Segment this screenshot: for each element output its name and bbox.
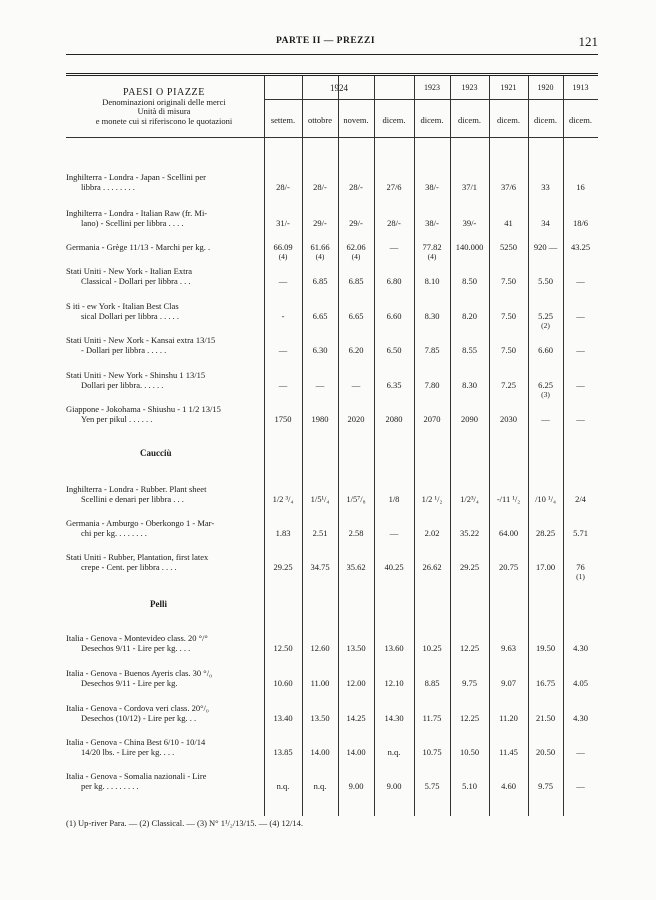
table-top-rule-2 [66,75,598,76]
row-label-line: crepe - Cent. per libbra . . . . [81,562,177,572]
table-cell: — [576,414,585,424]
row-label [66,771,260,791]
table-cell: 37/6 [500,182,517,192]
table-cell: 5250 [500,242,517,252]
table-cell: 76 [576,562,585,572]
table-cell: 27/6 [386,182,402,192]
row-label-line: - Dollari per libbra . . . . . [81,345,167,355]
row-label-line: Giappone - Jokohama - Shiushu - 1 1/2 13/15 [66,404,221,414]
table-cell: — [278,380,288,390]
row-label [66,242,260,252]
row-label-line: 14/20 lbs. - Lire per kg. . . . [81,747,175,757]
table-cell: 38/- [425,218,439,228]
table-cell: 9.75 [462,678,477,688]
row-label-line: chi per kg. . . . . . . . [81,528,147,538]
table-cell: 2080 [385,414,403,424]
row-label [66,266,260,286]
cell-note: (4) [315,252,325,261]
row-label-line: Desechos 9/11 - Lire per kg. . . . [81,643,191,653]
table-cell: 12.00 [346,678,366,688]
table-cell: 14.25 [346,713,366,723]
table-cell: 1/2 ¹/₂ [421,494,443,504]
table-cell: 1750 [274,414,292,424]
table-cell: 16 [576,182,585,192]
table-cell: 8.10 [424,276,440,286]
table-cell: 6.60 [538,345,553,355]
table-cell: 12.60 [310,643,330,653]
table-cell: 13.40 [273,713,293,723]
table-cell: 13.60 [384,643,404,653]
table-cell: 20.50 [535,747,556,757]
table-cell: 10.75 [422,747,442,757]
row-label [66,172,260,192]
table-cell: 64.00 [498,528,519,538]
table-cell: 6.60 [386,311,402,321]
row-label [66,633,260,653]
table-cell: 4.30 [573,713,588,723]
row-label [66,737,260,757]
table-cell: 35.22 [459,528,480,538]
row-label-line: per kg. . . . . . . . . [81,781,139,791]
month-label: dicem. [382,115,406,125]
table-cell: — [541,414,550,424]
table-cell: 4.60 [501,781,516,791]
table-cell: 7.80 [424,380,440,390]
year-label: 1924 [330,83,348,93]
table-cell: 13.85 [273,747,293,757]
year-label: 1923 [461,83,478,92]
row-label [66,370,260,390]
left-header-title: PAESI O PIAZZE [123,87,205,98]
table-cell: 2090 [461,414,478,424]
row-label-line: Desechos 9/11 - Lire per kg. [81,678,178,688]
month-label: dicem. [534,115,557,125]
table-cell: 8.30 [462,380,477,390]
table-cell: n.q. [313,781,327,791]
year-label: 1923 [424,83,440,92]
table-cell: 1/5⁷/₈ [346,494,366,504]
table-cell: 41 [504,218,513,228]
table-cell: 6.50 [386,345,402,355]
table-cell: 11.45 [499,747,518,757]
table-cell: 66.09 [273,242,293,252]
table-cell: 10.50 [459,747,480,757]
row-label-line: S iti - ew York - Italian Best Clas [66,301,179,311]
table-cell: 9.75 [538,781,553,791]
table-cell: /10 ¹/₄ [535,494,556,504]
table-cell: 6.25 [538,380,553,390]
table-cell: 7.85 [424,345,440,355]
table-cell: 28/- [313,182,327,192]
table-cell: 2.51 [312,528,328,538]
cell-note: (4) [278,252,288,261]
section-title: Caucciù [140,448,172,458]
row-label-line: Stati Uniti - New York - Italian Extra [66,266,193,276]
table-cell: 20.75 [498,562,519,572]
row-label-line: Italia - Genova - Cordova veri class. 20°/₀ [66,703,209,713]
table-cell: 5.50 [538,276,553,286]
table-cell: 5.25 [538,311,553,321]
row-label-line: Stati Uniti - New York - Shinshu 1 13/15 [66,370,206,380]
table-cell: 2.58 [348,528,364,538]
table-cell: n.q. [387,747,401,757]
table-cell: 11.75 [422,713,442,723]
table-cell: 4.30 [573,643,588,653]
table-cell: 16.75 [535,678,556,688]
table-cell: 10.25 [422,643,442,653]
table-cell: 1/5¹/₄ [310,494,330,504]
table-cell: -/11 ¹/₂ [496,494,521,504]
table-cell: 33 [541,182,550,192]
table-cell: 2020 [347,414,365,424]
row-label [66,404,260,424]
table-cell: 37/1 [461,182,478,192]
row-label-line: Germania - Amburgo - Oberkongo 1 - Mar- [66,518,215,528]
table-cell: — [278,276,288,286]
left-header-sub-1: Denominazioni originali delle merci [102,96,226,107]
table-cell: — [576,276,585,286]
table-cell: — [351,380,361,390]
row-label-line: Inghilterra - Londra - Rubber. Plant sheet [66,484,207,494]
row-label-line: Italia - Genova - Buenos Ayeris clas. 30 °/₀ [66,668,213,678]
table-cell: 26.62 [422,562,442,572]
table-cell: 13.50 [346,643,366,653]
year-label: 1921 [500,83,517,92]
table-cell: 9.00 [386,781,402,791]
table-cell: 43.25 [570,242,591,252]
table-cell: 5.75 [424,781,440,791]
month-label: dicem. [420,115,444,125]
table-cell: 40.25 [384,562,404,572]
table-cell: 21.50 [535,713,556,723]
cell-note: (2) [541,321,550,330]
year-label: 1920 [537,83,554,92]
table-cell: 920 — [533,242,558,252]
row-label-line: sical Dollari per libbra . . . . . [81,311,179,321]
row-label-line: Italia - Genova - Montevideo class. 20 °/° [66,633,208,643]
table-cell: 61.66 [310,242,330,252]
table-cell: 6.85 [348,276,364,286]
table-cell: 8.50 [462,276,477,286]
table-cell: 77.82 [422,242,442,252]
table-cell: 9.07 [501,678,516,688]
row-label-line: Classical - Dollari per libbra . . . [81,276,191,286]
table-cell: 1/2³/₄ [460,494,479,504]
row-label [66,703,260,723]
row-label [66,301,260,321]
table-cell: — [576,380,585,390]
table-cell: 8.20 [462,311,477,321]
table-cell: 14.00 [310,747,330,757]
table-cell: — [315,380,325,390]
footnote: (1) Up-river Para. — (2) Classical. — (3) N° 1¹/₂/13/15. — (4) 12/14. [66,818,303,828]
row-label-line: Italia - Genova - China Best 6/10 - 10/14 [66,737,206,747]
table-cell: 2.02 [424,528,440,538]
table-cell: 11.20 [499,713,518,723]
month-label: dicem. [458,115,481,125]
row-label [66,484,260,504]
table-cell: 6.65 [312,311,328,321]
table-cell: 29.25 [459,562,480,572]
row-label-line: Italia - Genova - Somalia nazionali - Lire [66,771,207,781]
table-cell: 11.00 [310,678,330,688]
table-cell: 29/- [313,218,327,228]
table-cell: 28.25 [535,528,556,538]
table-cell: 5.71 [573,528,588,538]
table-cell: n.q. [276,781,290,791]
cell-note: (1) [576,572,585,581]
header-rule [66,54,598,55]
table-cell: 12.25 [459,713,480,723]
month-label: ottobre [307,115,333,125]
cell-note: (3) [541,390,550,399]
table-cell: 8.30 [424,311,440,321]
row-label [66,668,260,688]
table-cell: 14.00 [346,747,366,757]
table-cell: 7.25 [501,380,516,390]
header-title: PARTE II — PREZZI [276,36,376,46]
row-label-line: Stati Uniti - Rubber, Plantation, first latex [66,552,209,562]
table-cell: 12.10 [384,678,404,688]
table-cell: 8.85 [424,678,440,688]
table-cell: - [281,311,285,321]
table-cell: 12.50 [273,643,293,653]
table-cell: 31/- [276,218,290,228]
table-cell: 7.50 [501,311,516,321]
table-cell: 28/- [349,182,363,192]
row-label [66,552,260,572]
table-cell: 34.75 [310,562,330,572]
table-cell: 2030 [500,414,517,424]
table-cell: 19.50 [535,643,556,653]
row-label-line: Germania - Grège 11/13 - Marchi per kg. . [66,242,211,252]
table-cell: 140.000 [455,242,484,252]
table-cell: 29/- [349,218,363,228]
table-cell: 1/8 [388,494,400,504]
table-cell: 4.05 [573,678,588,688]
table-cell: 6.20 [348,345,364,355]
year-row-rule [264,99,598,100]
row-label-line: Yen per pikul . . . . . . [81,414,153,424]
table-cell: — [389,242,399,252]
table-cell: 28/- [387,218,401,228]
table-cell: 6.35 [386,380,402,390]
table-cell: 6.65 [348,311,364,321]
table-cell: 14.30 [384,713,404,723]
table-cell: 9.63 [501,643,516,653]
row-label-line: lano) - Scellini per libbra . . . . [81,218,184,228]
row-label-line: Desechos (10/12) - Lire per kg. . . [81,713,197,723]
table-cell: 5.10 [462,781,477,791]
left-header-sub-3: e monete cui si riferiscono le quotazioni [95,115,233,126]
table-cell: 1980 [311,414,329,424]
table-cell: 6.85 [312,276,328,286]
table-cell: — [576,345,585,355]
table-cell: — [576,747,585,757]
row-label [66,208,260,228]
table-cell: 2/4 [575,494,586,504]
row-label [66,518,260,538]
table-cell: 1/2 ³/₄ [272,494,294,504]
cell-note: (4) [427,252,437,261]
month-label: dicem. [569,115,592,125]
row-label-line: Inghilterra - Londra - Japan - Scellini per [66,172,206,182]
table-left-header [66,88,262,126]
table-cell: 39/- [462,218,477,228]
month-label: novem. [343,115,369,125]
table-cell: 1.83 [275,528,291,538]
table-cell: 38/- [425,182,439,192]
table-cell: 6.80 [386,276,402,286]
row-label [66,335,260,355]
table-cell: — [576,781,585,791]
table-cell: 6.30 [312,345,328,355]
row-label-line: libbra . . . . . . . . [81,182,135,192]
year-label: 1913 [572,83,589,92]
table-cell: 8.55 [462,345,477,355]
table-cell: 29.25 [273,562,293,572]
table-cell: 7.50 [501,276,516,286]
table-cell: — [278,345,288,355]
table-cell: 10.60 [273,678,293,688]
month-label: dicem. [497,115,520,125]
table-cell: 17.00 [535,562,556,572]
header-bottom-rule [66,137,598,138]
table-cell: 2070 [423,414,441,424]
row-label-line: Scellini e denari per libbra . . . [81,494,184,504]
table-cell: — [389,528,399,538]
table-top-rule [66,73,598,74]
row-label-line: Stati Uniti - New Xork - Kansai extra 13/15 [66,335,216,345]
table-cell: 62.06 [346,242,366,252]
page-number: 121 [578,34,598,49]
running-header [66,34,598,52]
table-cell: 13.50 [310,713,330,723]
table-cell: 18/6 [572,218,589,228]
table-cell: 7.50 [501,345,516,355]
section-title: Pelli [150,599,167,609]
month-label: settem. [270,115,296,125]
cell-note: (4) [351,252,361,261]
table-cell: 12.25 [459,643,480,653]
table-cell: 28/- [276,182,290,192]
table-cell: 34 [541,218,550,228]
table-cell: 35.62 [346,562,366,572]
table-cell: — [576,311,585,321]
table-cell: 9.00 [348,781,364,791]
row-label-line: Inghilterra - Londra - Italian Raw (fr. Mi- [66,208,208,218]
row-label-line: Dollari per libbra. . . . . . [81,380,164,390]
left-header-sub-2: Unità di misura [137,106,191,116]
